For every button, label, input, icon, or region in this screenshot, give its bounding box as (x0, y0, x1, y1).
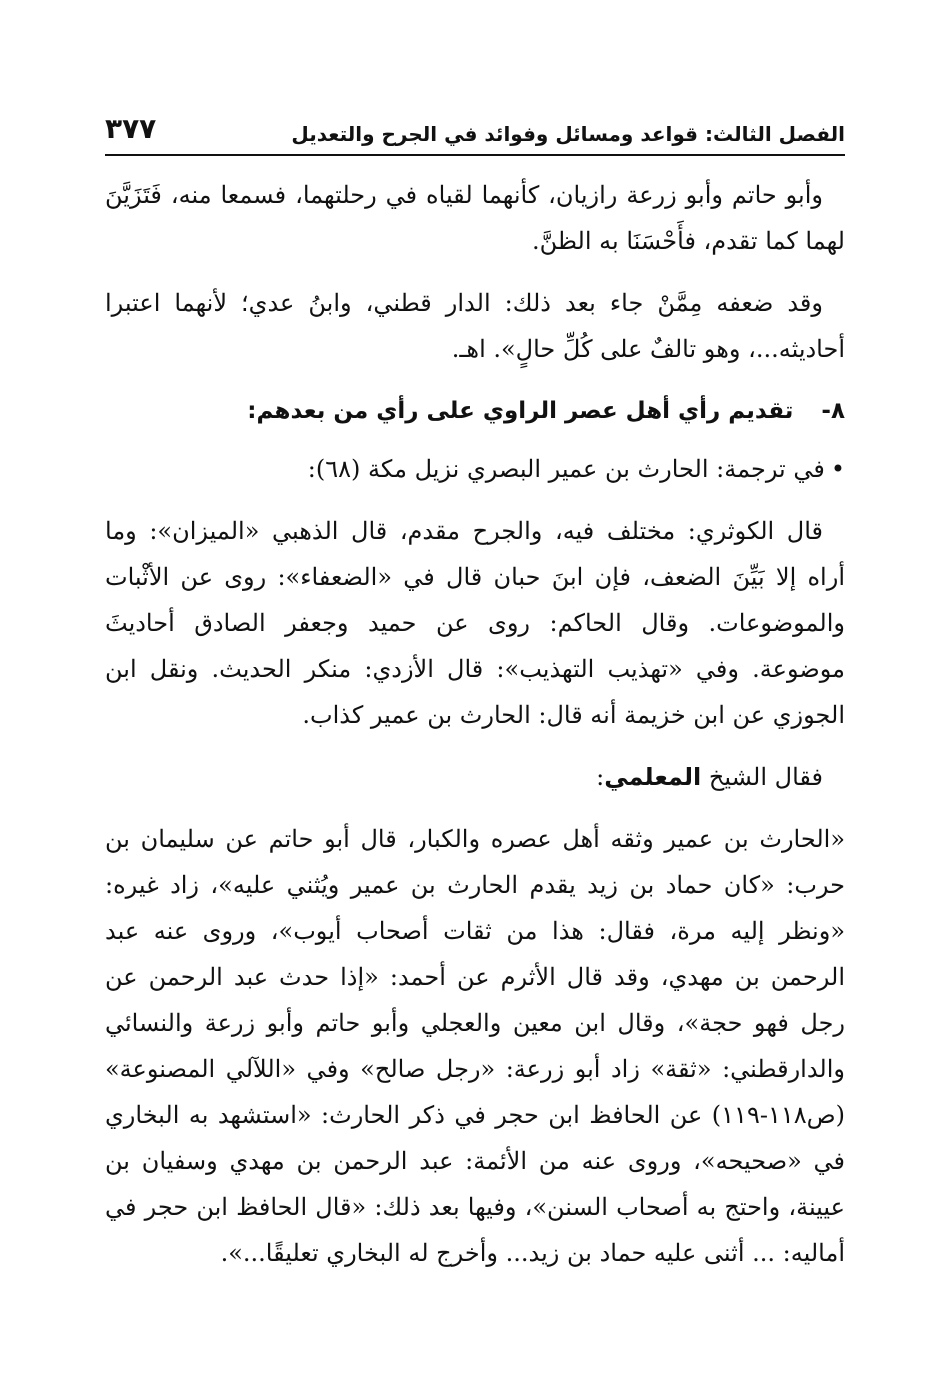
speaker-suffix: : (596, 763, 605, 791)
speaker-prefix: فقال الشيخ (708, 763, 823, 791)
bullet-icon: • (830, 455, 845, 483)
book-page (105, 110, 845, 1292)
quoted-paragraph: «الحارث بن عمير وثقه أهل عصره والكبار، قال أبو حاتم عن سليمان بن حرب: «كان حماد بن زيد يقدم الحارث بن عمير ويُثني عليه»، زاد غيره: «ونظر إليه مرة، فقال: هذا من ثقات أصحاب أيوب»، وروى عنه عبد الرحمن بن مهدي، وقد قال الأثرم عن أحمد: «إذا حدث عبد الرحمن عن رجل فهو حجة»، وقال ابن معين والعجلي وأبو حاتم وأبو زرعة والنسائي والدارقطني: «ثقة» زاد أبو زرعة: «رجل صالح» وفي «اللآلي المصنوعة» (ص١١٨-١١٩) عن الحافظ ابن حجر في ذكر الحارث: «استشهد به البخاري في «صحيحه»، وروى عنه من الأئمة: عبد الرحمن بن مهدي وسفيان بن عيينة، واحتج به أصحاب السنن»، وفيها بعد ذلك: «قال الحافظ ابن حجر في أماليه: ... أثنى عليه حماد بن زيد... وأخرج له البخاري تعليقًا...». (105, 825, 845, 1267)
speaker-name: المعلمي (604, 763, 702, 791)
paragraph-2: وقد ضعفه مِمَّنْ جاء بعد ذلك: الدار قطني، وابنُ عدي؛ لأنهما اعتبرا أحاديثه...، وهو تالفٌ على كُلِّ حالٍ». اهـ. (105, 289, 845, 363)
running-head: الفصل الثالث: قواعد ومسائل وفوائد في الجرح والتعديل (291, 122, 845, 146)
section-title: تقديم رأي أهل عصر الراوي على رأي من بعدهم: (247, 398, 794, 424)
paragraph-3: قال الكوثري: مختلف فيه، والجرح مقدم، قال الذهبي «الميزان»: وما أراه إلا بَيِّنَ الضعف، فإن ابنَ حبان قال في «الضعفاء»: روى عن الأثْبات والموضوعات. وقال الحاكم: روى عن حميد وجعفر الصادق أحاديثَ موضوعة. وفي «تهذيب التهذيب»: قال الأزدي: منكر الحديث. ونقل ابن الجوزي عن ابن خزيمة أنه قال: الحارث بن عمير كذاب. (105, 517, 845, 729)
section-number: ٨- (821, 398, 845, 424)
page-number: ٣٧٧ (105, 112, 157, 145)
paragraph-1: وأبو حاتم وأبو زرعة رازيان، كأنهما لقياه في رحلتهما، فسمعا منه، فَتَزَيَّنَ لهما كما تقدم، فأَحْسَنَا به الظنَّ. (105, 181, 845, 255)
header-rule (105, 154, 845, 156)
bullet-item (105, 446, 845, 492)
page-header (105, 110, 845, 158)
bullet-text: في ترجمة: الحارث بن عمير البصري نزيل مكة (٦٨): (307, 455, 825, 483)
section-heading (105, 388, 845, 434)
paragraph-4 (105, 754, 845, 800)
